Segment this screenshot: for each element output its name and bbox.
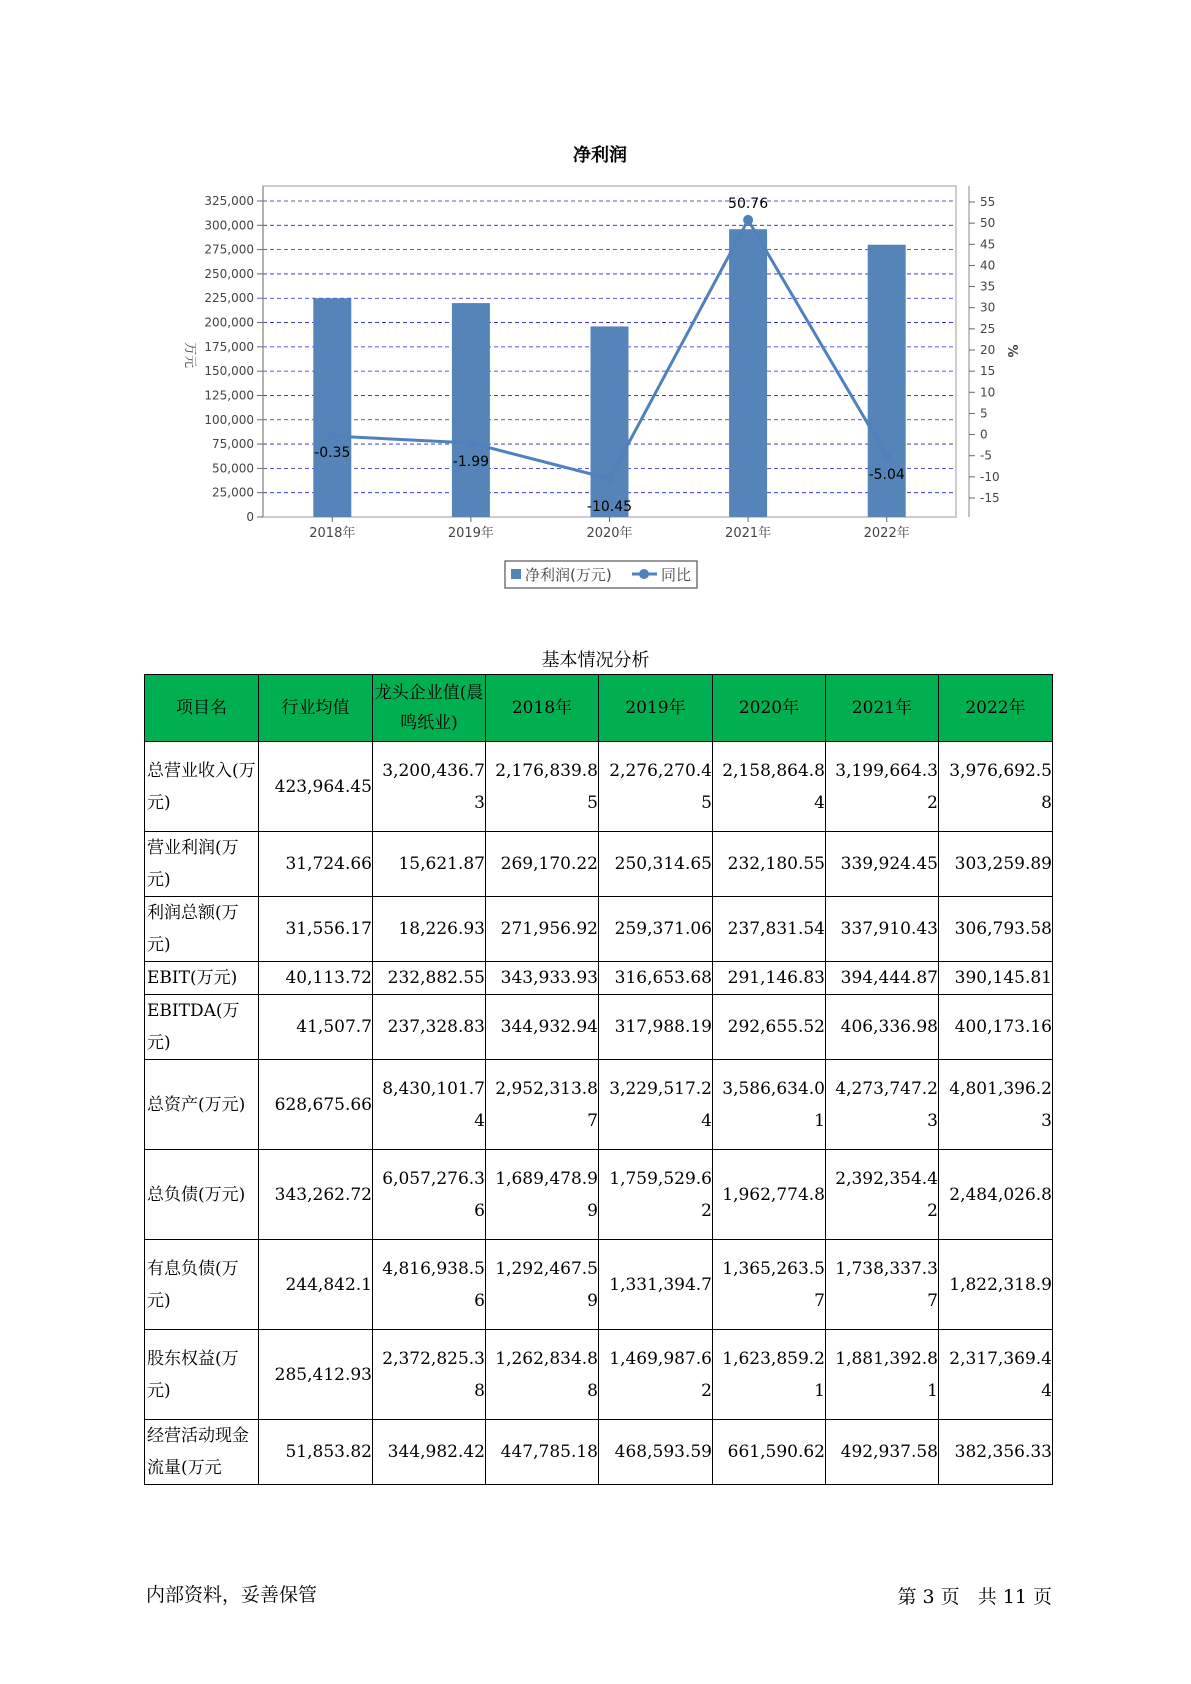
y2-tick-label: 5 [980,406,988,421]
value-cell: 3,229,517.24 [599,1060,713,1150]
value-cell: 1,365,263.57 [713,1240,826,1330]
data-label: -10.45 [586,498,633,515]
value-cell: 628,675.66 [259,1060,373,1150]
value-cell: 237,328.83 [373,995,486,1060]
value-cell: 237,831.54 [713,897,826,962]
data-label: -1.99 [452,453,490,470]
y2-tick-label: -15 [980,491,1000,505]
value-cell: 292,655.52 [713,995,826,1060]
y2-tick-label: 50 [980,216,996,231]
value-cell: 2,952,313.87 [486,1060,599,1150]
x-tick-label: 2021年 [725,526,772,541]
row-label-cell: 有息负债(万元) [145,1240,259,1330]
y-tick-label: 225,000 [204,291,254,306]
table-row [145,995,1053,1060]
y2-tick-label: 45 [980,237,996,252]
value-cell: 394,444.87 [826,962,939,995]
bar [452,303,490,517]
value-cell: 1,962,774.8 [713,1150,826,1240]
value-cell: 400,173.16 [939,995,1053,1060]
x-tick-label: 2018年 [309,526,356,541]
value-cell: 31,724.66 [259,832,373,897]
y-tick-label: 250,000 [204,266,254,281]
y2-tick-label: 25 [980,321,996,336]
table-row [145,897,1053,962]
value-cell: 4,816,938.56 [373,1240,486,1330]
column-header: 2018年 [486,675,599,742]
value-cell: 2,158,864.84 [713,742,826,832]
column-header: 2022年 [939,675,1053,742]
y-tick-label: 175,000 [204,339,254,354]
yoy-point [327,431,337,441]
value-cell: 2,392,354.42 [826,1150,939,1240]
data-label: -5.04 [868,466,905,483]
value-cell: 285,412.93 [259,1330,373,1420]
value-cell: 41,507.7 [259,995,373,1060]
y2-tick-label: 55 [980,195,996,209]
y-tick-label: 300,000 [204,218,254,233]
value-cell: 3,200,436.73 [373,742,486,832]
value-cell: 259,371.06 [599,897,713,962]
value-cell: 1,262,834.88 [486,1330,599,1420]
value-cell: 390,145.81 [939,962,1053,995]
value-cell: 1,738,337.37 [826,1240,939,1330]
chart-title: 净利润 [573,145,627,166]
value-cell: 1,881,392.81 [826,1330,939,1420]
value-cell: 31,556.17 [259,897,373,962]
y2-tick-label: -5 [980,448,992,463]
row-label-cell: 经营活动现金流量(万元 [145,1420,259,1485]
table-row [145,742,1053,832]
value-cell: 6,057,276.36 [373,1150,486,1240]
table-row [145,1330,1053,1420]
yoy-point [605,474,615,484]
table-header-row [145,675,1053,742]
value-cell: 1,469,987.62 [599,1330,713,1420]
row-label-cell: 总负债(万元) [145,1150,259,1240]
yoy-point [466,438,476,448]
table-caption: 基本情况分析 [541,650,650,671]
value-cell: 337,910.43 [826,897,939,962]
value-cell: 15,621.87 [373,832,486,897]
column-header: 2021年 [826,675,939,742]
value-cell: 244,842.1 [259,1240,373,1330]
x-tick-label: 2022年 [863,526,910,541]
basic-analysis-table [144,674,1053,1485]
y-tick-label: 125,000 [204,388,254,403]
value-cell: 343,933.93 [486,962,599,995]
legend-bar-label: 净利润(万元) [525,566,612,584]
value-cell: 1,759,529.62 [599,1150,713,1240]
row-label-cell: EBIT(万元) [145,962,259,995]
y2-tick-label: 10 [980,385,996,400]
row-label-cell: 总营业收入(万元) [145,742,259,832]
bar [729,229,767,517]
value-cell: 4,801,396.23 [939,1060,1053,1150]
value-cell: 4,273,747.23 [826,1060,939,1150]
value-cell: 232,882.55 [373,962,486,995]
legend-bar-swatch [511,569,521,579]
value-cell: 468,593.59 [599,1420,713,1485]
value-cell: 423,964.45 [259,742,373,832]
value-cell: 343,262.72 [259,1150,373,1240]
value-cell: 1,822,318.9 [939,1240,1053,1330]
row-label-cell: 利润总额(万元) [145,897,259,962]
value-cell: 8,430,101.74 [373,1060,486,1150]
value-cell: 291,146.83 [713,962,826,995]
value-cell: 3,199,664.32 [826,742,939,832]
column-header: 项目名 [145,675,259,742]
row-label-cell: EBITDA(万元) [145,995,259,1060]
y-tick-label: 150,000 [204,364,254,379]
y-tick-label: 50,000 [212,461,254,476]
y-tick-label: 325,000 [204,194,254,208]
value-cell: 2,484,026.8 [939,1150,1053,1240]
value-cell: 406,336.98 [826,995,939,1060]
value-cell: 271,956.92 [486,897,599,962]
value-cell: 317,988.19 [599,995,713,1060]
row-label-cell: 股东权益(万元) [145,1330,259,1420]
value-cell: 306,793.58 [939,897,1053,962]
value-cell: 447,785.18 [486,1420,599,1485]
y-tick-label: 0 [246,510,254,524]
footer-page-number: 第 3 页 共 11 页 [897,1586,1052,1608]
row-label-cell: 总资产(万元) [145,1060,259,1150]
legend [505,561,697,588]
value-cell: 2,176,839.85 [486,742,599,832]
x-tick-label: 2019年 [447,526,494,541]
data-label: 50.76 [728,195,769,212]
column-header: 2020年 [713,675,826,742]
y2-tick-label: 0 [980,427,988,442]
row-label-cell: 营业利润(万元) [145,832,259,897]
value-cell: 344,932.94 [486,995,599,1060]
value-cell: 339,924.45 [826,832,939,897]
value-cell: 250,314.65 [599,832,713,897]
value-cell: 316,653.68 [599,962,713,995]
value-cell: 3,586,634.01 [713,1060,826,1150]
value-cell: 40,113.72 [259,962,373,995]
y2-tick-label: 30 [980,300,996,315]
y-axis-title: 万元 [182,341,197,369]
table-row [145,1240,1053,1330]
table-row [145,1420,1053,1485]
bar [591,326,629,517]
y-tick-label: 75,000 [212,437,254,452]
value-cell: 382,356.33 [939,1420,1053,1485]
y2-axis-title: % [1004,344,1019,358]
y2-tick-label: 40 [980,258,996,273]
legend-line-marker [639,569,649,579]
y-tick-label: 275,000 [204,242,254,257]
value-cell: 2,276,270.45 [599,742,713,832]
column-header: 2019年 [599,675,713,742]
bar [313,298,351,517]
y2-tick-label: 15 [980,364,996,379]
data-label: -0.35 [314,445,351,462]
table-row [145,1060,1053,1150]
value-cell: 492,937.58 [826,1420,939,1485]
value-cell: 18,226.93 [373,897,486,962]
value-cell: 1,292,467.59 [486,1240,599,1330]
value-cell: 344,982.42 [373,1420,486,1485]
y-tick-label: 200,000 [204,315,254,330]
yoy-point [882,451,892,461]
value-cell: 661,590.62 [713,1420,826,1485]
legend-line-label: 同比 [661,566,692,584]
value-cell: 1,331,394.7 [599,1240,713,1330]
table-row [145,1150,1053,1240]
value-cell: 3,976,692.58 [939,742,1053,832]
value-cell: 1,689,478.99 [486,1150,599,1240]
value-cell: 269,170.22 [486,832,599,897]
y2-tick-label: 35 [980,279,996,294]
table-row [145,962,1053,995]
y2-tick-label: 20 [980,343,996,357]
y2-tick-label: -10 [980,469,1000,484]
net-profit-chart [0,0,1191,600]
y-tick-label: 25,000 [212,485,254,500]
table-row [145,832,1053,897]
footer-confidential-note: 内部资料，妥善保管 [146,1584,318,1606]
value-cell: 2,317,369.44 [939,1330,1053,1420]
column-header: 龙头企业值(晨鸣纸业) [373,675,486,742]
value-cell: 232,180.55 [713,832,826,897]
value-cell: 51,853.82 [259,1420,373,1485]
yoy-point [743,215,753,225]
x-tick-label: 2020年 [586,526,633,541]
value-cell: 303,259.89 [939,832,1053,897]
value-cell: 1,623,859.21 [713,1330,826,1420]
y-tick-label: 100,000 [204,412,254,427]
column-header: 行业均值 [259,675,373,742]
value-cell: 2,372,825.38 [373,1330,486,1420]
